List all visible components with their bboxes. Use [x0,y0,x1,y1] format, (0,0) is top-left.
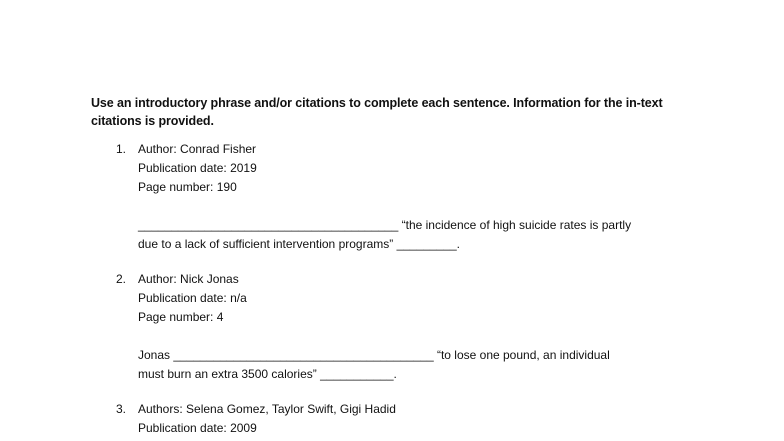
sentence-line-2: due to a lack of sufficient intervention programs” _________. [138,237,460,251]
item-number: 2. [116,272,127,286]
sentence-line-1: _______________________________________ “the incidence of high suicide rates is partly [138,218,632,232]
author-line: Author: Conrad Fisher [138,142,257,156]
instructions-text: Use an introductory phrase and/or citations to complete each sentence. Information for the in-text citations is provided. [91,96,663,128]
item-body [138,400,698,438]
item-body [138,270,698,384]
item-number: 1. [116,142,127,156]
item-body [138,140,698,254]
author-line: Authors: Selena Gomez, Taylor Swift, Gigi Hadid [138,402,396,416]
page-number-line: Page number: 4 [138,310,224,324]
sentence-line-1: Jonas _______________________________________ “to lose one pound, an individual [138,348,610,362]
publication-date-line: Publication date: 2009 [138,421,257,435]
publication-date-line: Publication date: 2019 [138,161,257,175]
page-number-line: Page number: 190 [138,180,237,194]
item-number: 3. [116,402,127,416]
publication-date-line: Publication date: n/a [138,291,247,305]
sentence-line-2: must burn an extra 3500 calories” ___________. [138,367,397,381]
author-line: Author: Nick Jonas [138,272,239,286]
